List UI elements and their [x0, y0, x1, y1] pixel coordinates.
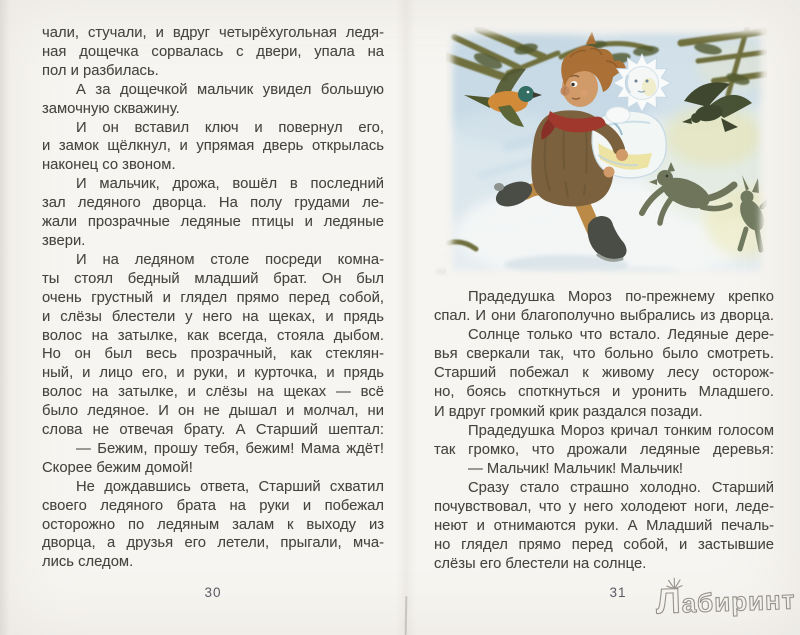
text-line: Прадедушка Мороз по-прежнему крепко [468, 289, 774, 305]
text-line: звери. [42, 232, 86, 249]
text-line: дворца, а друзья его летели, прыгали, мча- [42, 535, 384, 552]
page-edge-shadow [0, 0, 10, 635]
text-line: Не дождавшись ответа, Старший схватил [76, 478, 384, 495]
text-line: И мальчик, дрожа, вошёл в последний [76, 176, 384, 193]
text-line: замочную скважину. [42, 100, 180, 117]
text-line: наконец со звоном. [42, 157, 176, 174]
text-line: лись следом. [42, 554, 134, 571]
text-line: волос на затылке, и слёзы на щеках — всё [42, 384, 384, 401]
text-line: — Бежим, прошу тебя, бежим! Мама ждёт! [76, 440, 384, 457]
left-text-column [42, 24, 384, 572]
book-gutter [396, 0, 416, 635]
text-line: неют и отнимаются руки. А Младший печаль- [434, 518, 774, 535]
text-line: спал. И они благополучно выбрались из дворца. [434, 308, 774, 325]
text-line: волос на затылке, как всегда, стояла дыбом. [42, 327, 384, 344]
text-line: так громко, что дрожали ледяные деревья: [434, 441, 774, 458]
illustration-svg [446, 27, 767, 277]
labirint-watermark [655, 581, 795, 620]
text-line: Прадедушка Мороз кричал тонким голосом [468, 422, 774, 439]
watermark-text: абиринт [681, 584, 796, 619]
text-line: — Мальчик! Мальчик! Мальчик! [468, 460, 684, 477]
watermark-logo-letter: Л [655, 581, 683, 622]
page-number-left: 30 [204, 585, 222, 600]
text-line: своего ледяного брата на руки и побежал [42, 497, 384, 514]
text-line: но, боясь споткнуться и уронить Младшего. [434, 384, 774, 401]
text-line: и замок щёлкнул, и упрямая дверь открылась [42, 138, 384, 155]
labirint-logo-burst-icon [665, 575, 683, 590]
text-line: осторожно по ледяным залам к выходу из [42, 516, 384, 533]
text-line: Но он был весь прозрачный, как стеклян- [42, 346, 384, 363]
text-line: И он вставил ключ и повернул его, [76, 119, 384, 136]
text-line: ный, и лицо его, и руки, и курточка, и прядь [42, 365, 384, 382]
text-line: И на ледяном столе посреди комна- [76, 251, 384, 268]
text-line: чали, стучали, и вдруг четырёхугольная ледя- [42, 25, 384, 41]
text-line: пол и разбилась. [42, 62, 159, 79]
text-line: Скорее бежим домой! [42, 459, 193, 476]
text-line: было ледяное. И он не дышал и молчал, ни [42, 403, 384, 420]
text-line: и слёзы блестели у него на щеках, и прядь [42, 308, 384, 325]
text-line: но глядел прямо перед собой, и застывшие [434, 537, 774, 554]
text-line: вья сверкали так, что больно было смотреть. [434, 346, 774, 363]
text-line: слова не отвечая брату. А Старший шептал: [42, 422, 384, 439]
text-line: почувствовал, что у него холодеют ноги, леде- [434, 499, 774, 516]
text-line: ты стоял бедный младший брат. Он был [42, 270, 384, 287]
text-line: А за дощечкой мальчик увидел большую [76, 81, 384, 98]
text-line: жали прозрачные ледяные птицы и ледяные [42, 214, 384, 231]
illustration [446, 27, 767, 277]
text-line: Старший побежал к живому лесу осторож- [434, 365, 774, 382]
text-line: Сразу стало страшно холодно. Старший [468, 479, 774, 496]
text-line: И вдруг громкий крик раздался позади. [434, 403, 703, 420]
text-line: ная дощечка сорвалась с двери, упала на [42, 43, 384, 60]
text-line: очень грустный и глядел прямо перед собой, [42, 289, 384, 306]
text-line: зал ледяного дворца. На полу грудами ле- [42, 195, 384, 212]
text-line: слёзы его блестели на солнце. [434, 556, 647, 573]
text-line: Солнце только что встало. Ледяные дере- [468, 327, 774, 344]
page-number-right: 31 [609, 585, 627, 600]
right-text-column [434, 288, 774, 574]
